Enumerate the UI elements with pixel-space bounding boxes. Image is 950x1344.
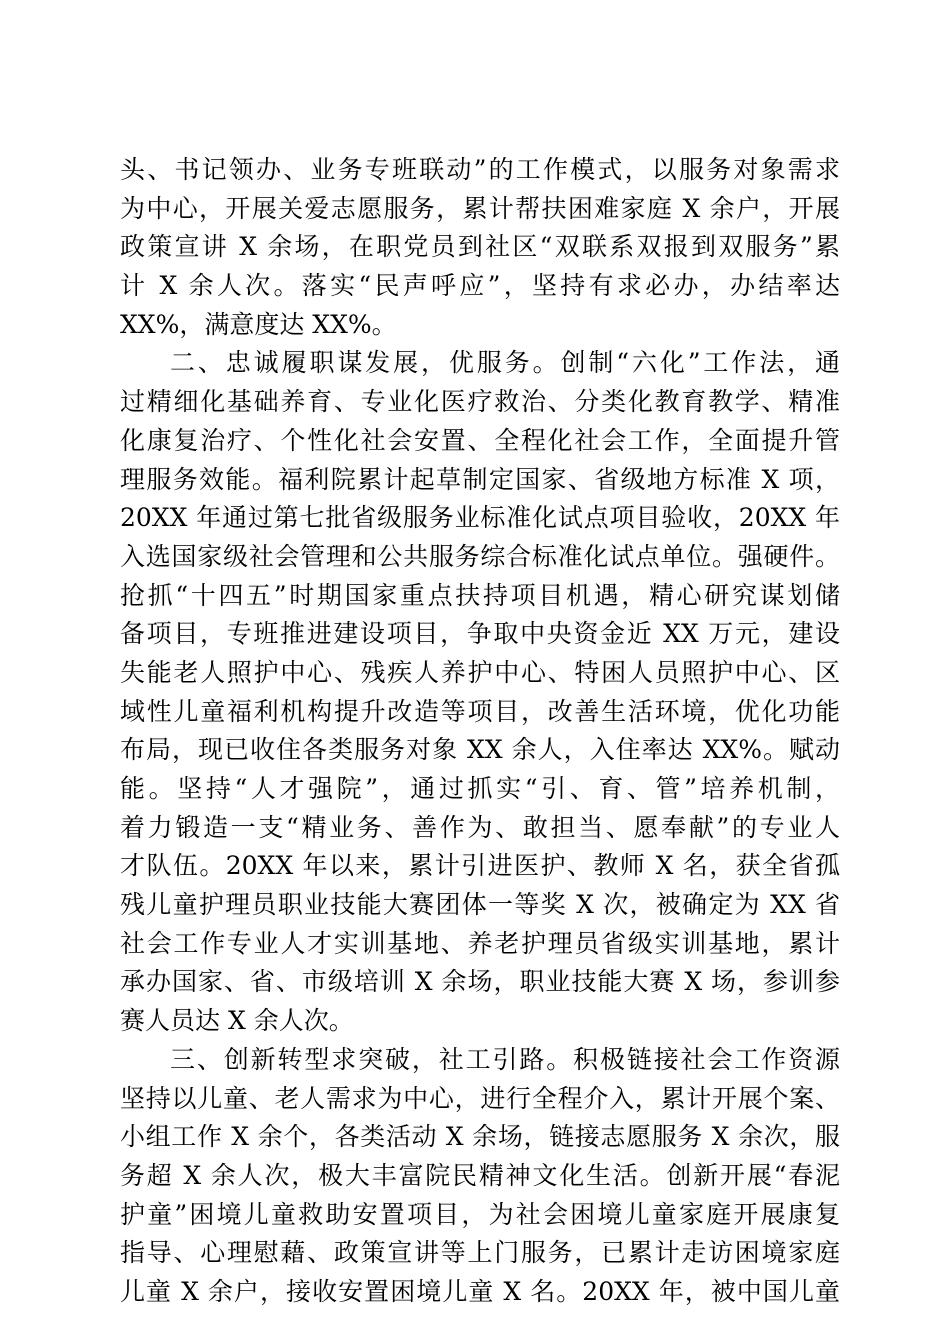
text-line: 头、书记领办、业务专班联动”的工作模式，以服务对象需求 [120, 155, 840, 184]
text-line: 域性儿童福利机构提升改造等项目，改善生活环境，优化功能 [120, 696, 840, 726]
text-line: 理服务效能。福利院累计起草制定国家、省级地方标准 X 项， [120, 464, 840, 494]
text-line: 承办国家、省、市级培训 X 余场，职业技能大赛 X 场，参训参 [120, 967, 840, 997]
text-line: 务超 X 余人次，极大丰富院民精神文化生活。创新开展“春泥 [120, 1160, 840, 1190]
text-line: 社会工作专业人才实训基地、养老护理员省级实训基地，累计 [120, 928, 840, 958]
paragraph-3 [120, 1041, 840, 1312]
text-line: XX%，满意度达 XX%。 [120, 309, 397, 339]
text-line: 才队伍。20XX 年以来，累计引进医护、教师 X 名，获全省孤 [120, 851, 840, 881]
text-line: 三、创新转型求突破，社工引路。积极链接社会工作资源 [170, 1044, 840, 1074]
paragraph-1 [120, 151, 840, 344]
text-line: 化康复治疗、个性化社会安置、全程化社会工作，全面提升管 [120, 425, 840, 455]
text-line: 坚持以儿童、老人需求为中心，进行全程介入，累计开展个案、 [120, 1083, 840, 1113]
text-line: 布局，现已收住各类服务对象 XX 余人，入住率达 XX%。赋动 [120, 735, 840, 765]
text-line: 儿童 X 余户，接收安置困境儿童 X 名。20XX 年，被中国儿童 [120, 1276, 840, 1306]
text-line: 政策宣讲 X 余场，在职党员到社区“双联系双报到双服务”累 [120, 232, 840, 262]
text-line: 护童”困境儿童救助安置项目，为社会困境儿童家庭开展康复 [120, 1199, 840, 1229]
text-line: 赛人员达 X 余人次。 [120, 1006, 354, 1036]
document-body [120, 151, 840, 1312]
text-line: 失能老人照护中心、残疾人养护中心、特困人员照护中心、区 [120, 657, 840, 687]
text-line: 残儿童护理员职业技能大赛团体一等奖 X 次，被确定为 XX 省 [120, 890, 840, 920]
text-line: 入选国家级社会管理和公共服务综合标准化试点单位。强硬件。 [120, 541, 840, 571]
text-line: 备项目，专班推进建设项目，争取中央资金近 XX 万元，建设 [120, 619, 840, 649]
text-line: 抢抓“十四五”时期国家重点扶持项目机遇，精心研究谋划储 [120, 580, 840, 610]
paragraph-2 [120, 344, 840, 1040]
text-line: 20XX 年通过第七批省级服务业标准化试点项目验收，20XX 年 [120, 503, 840, 533]
text-line: 着力锻造一支“精业务、善作为、敢担当、愿奉献”的专业人 [120, 812, 840, 842]
text-line: 过精细化基础养育、专业化医疗救治、分类化教育教学、精准 [120, 387, 840, 417]
text-line: 计 X 余人次。落实“民声呼应”，坚持有求必办，办结率达 [120, 271, 840, 301]
text-line: 能。坚持“人才强院”，通过抓实“引、育、管”培养机制， [120, 774, 840, 803]
text-line: 二、忠诚履职谋发展，优服务。创制“六化”工作法，通 [170, 348, 840, 378]
text-line: 小组工作 X 余个，各类活动 X 余场，链接志愿服务 X 余次，服 [120, 1122, 840, 1152]
text-line: 为中心，开展关爱志愿服务，累计帮扶困难家庭 X 余户，开展 [120, 193, 840, 223]
text-line: 指导、心理慰藉、政策宣讲等上门服务，已累计走访困境家庭 [120, 1238, 840, 1268]
